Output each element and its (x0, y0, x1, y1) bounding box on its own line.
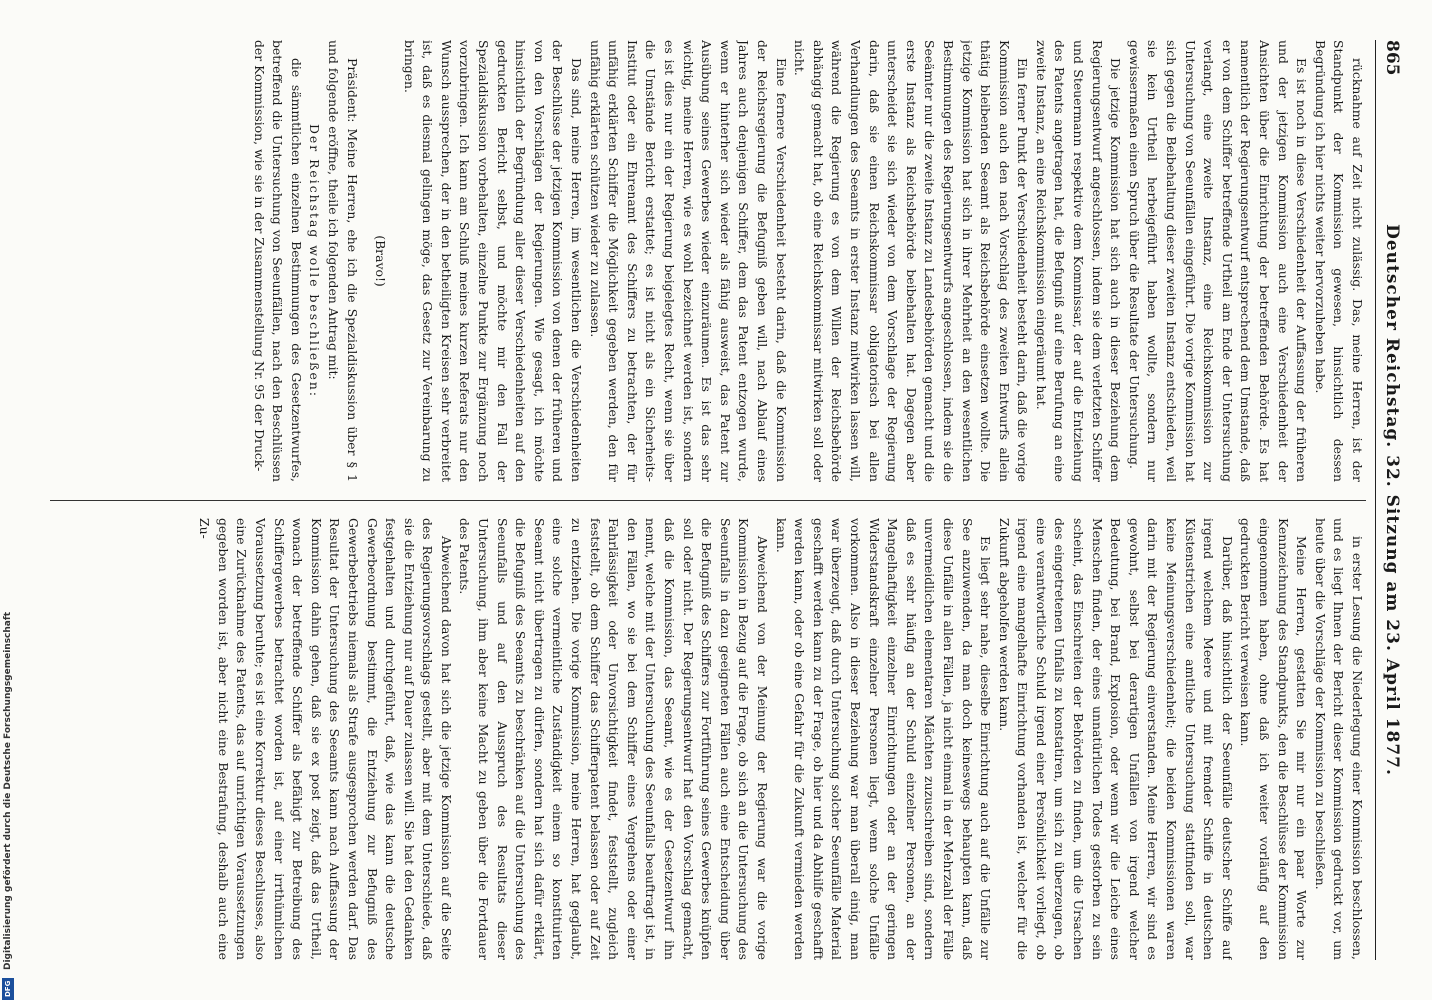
credit-text: Digitalisierung gefördert durch die Deutsche Forschungsgemeinschaft (3, 611, 13, 970)
paragraph: Eine fernere Verschiedenheit besteht darin, daß die Kommission der Reichsregierung die Befugniß geben will, nach Ablauf eines Jahres auch denjenigen Schiffer, dem das Patent entzogen wurde, wenn er hinterher sich wieder als fähig ausweist, das Patent zur Ausübung seines Gewerbes wieder einzuräumen. Es ist das sehr wichtig, meine Herren, wie es wohl bezeichnet werden ist, sondern es ist dies nur ein der Regierung beigelegtes Recht, wenn sie über die Umstände Bericht erstattet; es ist nicht als ein Sicherheits-Institut oder ein Ehrenamt des Schiffers zu betrachten, der für unfähig erklärten Schiffer die Möglichkeit gegeben werden, den für unfähig erklärten schützen wieder zu zulassen. (587, 40, 789, 482)
paragraph: Meine Herren, gestatten Sie mir nur ein paar Worte zur Kennzeichnung des Standpunkts, den die Beschlüsse der Kommission eingenommen haben, ohne daß ich weiter vorläufig auf den gedruckten Bericht verweisen kann. (1238, 518, 1310, 960)
paragraph: in erster Lesung die Niederlegung einer Kommission beschlossen, und es liegt Ihnen der Bericht dieser Kommission gedruckt vor, um heute über die Vorschläge der Kommission zu beschließen. (1312, 518, 1365, 960)
column-divider (50, 500, 1366, 501)
right-column (50, 518, 1366, 960)
paragraph: Es liegt sehr nahe, dieselbe Einrichtung auch auf die Unfälle zur See anzuwenden, da man doch keineswegs behaupten kann, daß diese Unfälle in allen Fällen, ja nicht einmal in der Mehrzahl der Fälle unvermeidlichen elementaren Mächten zuzuschreiben sind, sondern daß es sehr häufig an der Schuld einzelner Personen, an der Mangelhaftigkeit einzelner Einrichtungen oder an der geringen Widerstandskraft einzelner Personen liegt, wenn solche Unfälle vorkommen. Also in dieser Beziehung war man überall einig, man war überzeugt, daß durch Untersuchung solcher Seeunfälle Material geschafft werden kann zu der Frage, ob hier und da Abhilfe geschafft werden kann, oder ob eine Gefahr für die Zukunft vermieden werden kann. (773, 518, 994, 960)
motion-text: die sämmtlichen einzelnen Bestimmungen des Gesetzentwurfes, betreffend die Untersuchung von Seeunfällen, nach den Beschlüssen der Kommission, wie sie in der Zusammenstellung Nr. 95 der Druck- (251, 40, 304, 482)
paragraph: Das sind, meine Herren, im wesentlichen die Verschiedenheiten der Beschlüsse der jetzigen Kommission von denen der früheren und von den Vorschlägen der Regierungen. Wie gesagt, ich möchte hinsichtlich der Begründung aller dieser Verschiedenheiten auf den gedruckten Bericht selbst, und möchte mir den Fall der Spezialdiskussion vorbehalten, einzelne Punkte zur Ergänzung noch vorzubringen. Ich kann am Schluß meines kurzen Referats nur den Wunsch aussprechen, der in den betheiligten Kreisen sehr verbreitet ist, daß es diesmal gelingen möge, das Gesetz zur Vereinbarung zu bringen. (401, 40, 585, 482)
page-number: 865 (1382, 40, 1402, 76)
applause-note: (Bravo!) (373, 235, 389, 287)
paragraph: Abweichend davon hat sich die jetzige Kommission auf die Seite des Regierungsvorschlags gestellt, aber mit dem Unterschiede, daß sie die Entziehung nur auf Dauer zulassen will. Sie hat den Gedanken festgehalten und durchgeführt, daß, wie das kann die deutsche Gewerbeordnung bestimmt, die Entziehung zur Befugniß des Gewerbebetriebs niemals als Strafe ausgesprochen werden darf. Das Resultat der Untersuchung des Seeamts kann nach Auffassung der Kommission dahin gehen, daß sie ex post zeigt, daß das Urtheil, wonach der betreffende Schiffer als befähigt zur Betreibung des Schiffergewerbes betrachtet worden ist, auf einer irrthümlichen Voraussetzung beruhte; es ist eine Korrektur dieses Beschlusses, also eine Zurücknahme des Patents, das auf unrichtigen Voraussetzungen gegeben worden ist, aber nicht eine Bestrafung, deshalb auch eine Zu- (197, 518, 454, 960)
page-header (1375, 40, 1404, 960)
dfg-logo-icon: DFG (2, 978, 14, 1000)
motion-intro: Der Reichstag wolle beschließen: (307, 123, 323, 399)
running-title: Deutscher Reichstag. 32. Sitzung am 23. April 1877. (1382, 224, 1402, 776)
paragraph: Die jetzige Kommission hat sich auch in dieser Beziehung dem Regierungsentwurf angeschlossen, indem sie dem verletzten Schiffer und Steuermann respektive dem Kommissar, der auf die Entziehung des Patents angetragen hat, die Befugniß auf eine Berufung an eine zweite Instanz, an eine Reichskommission eingeräumt hat. (1033, 40, 1124, 482)
left-column (50, 40, 1366, 482)
paragraph: Abweichend von der Meinung der Regierung war die vorige Kommission in Bezug auf die Frage, ob sich an die Untersuchung des Seeunfalls in dazu geeigneten Fällen auch eine Entscheidung über die Befugniß des Schiffers zur Fortführung seines Gewerbes knüpfen soll oder nicht. Der Regierungsentwurf hat den Vorschlag gemacht, daß die Kommission, das Seeamt, wie es der Gesetzentwurf ihn nennt, welche mit der Untersuchung des Seeunfalls beauftragt ist, in den Fällen, wo sie bei dem Schiffer eines Vergehens oder einer Fahrlässigkeit oder Unvorsichtigkeit findet, feststellt, zugleich feststellt, ob dem Schiffer das Schifferpatent belassen oder auf Zeit zu entziehen. Die vorige Kommission, meine Herren, hat geglaubt, eine solche vermeintliche Zuständigkeit einem so konstituirten Seeamt nicht übertragen zu dürfen, sondern hat sich dafür erklärt, die Befugniß des Seeamts zu beschränken auf die Untersuchung des Seeunfalls und auf den Ausspruch des Resultats dieser Untersuchung, ihm aber keine Macht zu geben über die Fortdauer des Patents. (457, 518, 770, 960)
paragraph: Es ist noch in diese Verschiedenheit der Auffassung der früheren und der jetzigen Kommission auch eine Verschiedenheit der Ansichten über die Einrichtung der betreffenden Behörde. Es hat namentlich der Regierungsentwurf entsprechend dem Umstande, daß er von dem Schiffer betreffende Urtheil am Ende der Untersuchung verlangt, eine zweite Instanz, eine Reichskommission zur Untersuchung von Seeunfällen eingeführt. Die vorige Kommission hat sich gegen die Beibehaltung dieser zweiten Instanz entschieden, weil sie kein Urtheil herbeigeführt haben wollte, sondern nur gewissermaßen einen Spruch über die Resultate der Untersuchung. (1126, 40, 1310, 482)
paragraph: Ein ferner Punkt der Verschiedenheit besteht darin, daß die vorige Kommission auch den nach Vorschlag des zweiten Entwurfs allein thätig bleibenden Seeamt als Reichsbehörde einsetzen wollte. Die jetzige Kommission hat sich in ihrer Mehrheit an den wesentlichen Bestimmungen des Regierungsentwurfs angeschlossen, indem sie die Seeämter nur die zweite Instanz zu Landesbehörden gemacht und die erste Instanz als Reichsbehörde beibehalten hat. Dagegen aber unterscheidet sie sich wieder von dem Vorschlage der Regierung darin, daß sie einen Reichskommissar obligatorisch bei allen Verhandlungen des Seeamts in erster Instanz mitwirken lassen will, während die Regierung es von dem Willen der Reichsbehörde abhängig gemacht hat, ob eine Reichskommissar mitwirken soll oder nicht. (792, 40, 1031, 482)
paragraph: rücknahme auf Zeit nicht zulässig. Das, meine Herren, ist der Standpunkt der Kommission gewesen, hinsichtlich dessen Begründung ich hier nichts weiter hervorzuheben habe. (1312, 40, 1365, 482)
president-statement: Präsident: Meine Herren, ehe ich die Spezialdiskussion über § 1 und folgende eröffne, theile ich folgenden Antrag mit: (325, 40, 360, 482)
paragraph: Darüber, daß hinsichtlich der Seeunfälle deutscher Schiffe auf irgend welchem Meere und mit fremder Schiffe in deutschen Küstenstrichen eine amtliche Untersuchung stattfinden soll, war keine Meinungsverschiedenheit; die beiden Kommissionen waren darin mit der Regierung einverstanden. Meine Herren, wir sind es gewohnt, selbst bei derartigen Unfällen von irgend welcher Bedeutung, bei Brand, Explosion, oder wenn wir die Leiche eines Menschen finden, der eines unnatürlichen Todes gestorben zu sein scheint, das Einschreiten der Behörden zu finden, um die Ursachen des eingetretenen Unfalls zu konstatiren, um sich zu überzeugen, ob eine verantwortliche Schuld irgend einer Persönlichkeit vorliegt, ob irgend eine mangelhafte Einrichtung vorhanden ist, welcher für die Zukunft abgeholfen werden kann. (996, 518, 1235, 960)
digitization-credit (1, 10, 15, 998)
